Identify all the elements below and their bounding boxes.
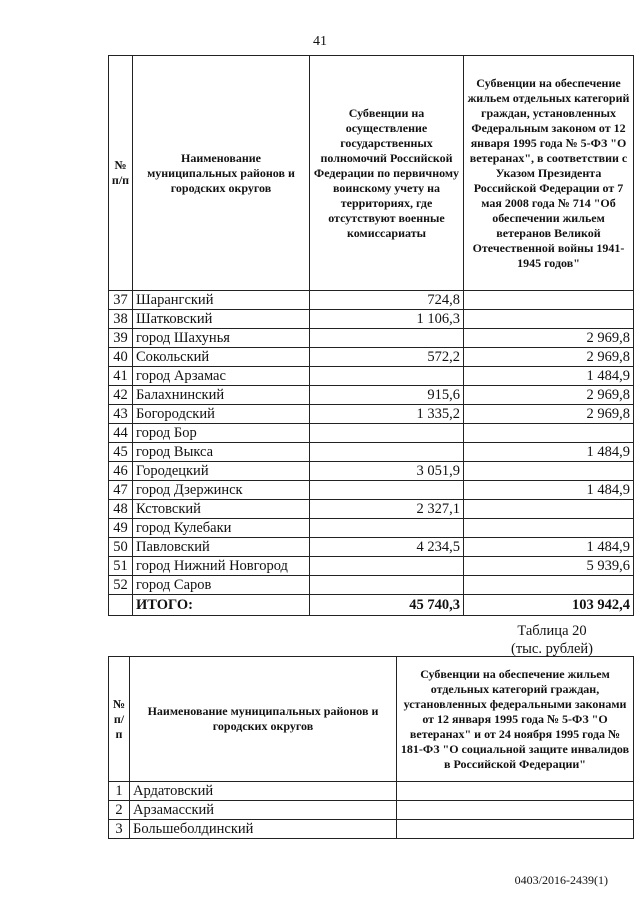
row-number: 41 bbox=[109, 367, 133, 386]
veterans-housing-value: 1 484,9 bbox=[464, 443, 634, 462]
military-registration-value: 1 106,3 bbox=[310, 310, 464, 329]
row-number: 48 bbox=[109, 500, 133, 519]
municipality-name: Городецкий bbox=[133, 462, 310, 481]
header-number: № п/п bbox=[109, 657, 130, 782]
table-row bbox=[109, 386, 634, 405]
table-row bbox=[109, 519, 634, 538]
municipality-name: Сокольский bbox=[133, 348, 310, 367]
table-row bbox=[109, 329, 634, 348]
subventions-table-continued bbox=[108, 55, 634, 616]
table-row bbox=[109, 424, 634, 443]
veterans-housing-value: 2 969,8 bbox=[464, 405, 634, 424]
veterans-housing-value bbox=[464, 291, 634, 310]
veterans-housing-value: 1 484,9 bbox=[464, 367, 634, 386]
row-number: 51 bbox=[109, 557, 133, 576]
table-row bbox=[109, 462, 634, 481]
military-registration-value bbox=[310, 481, 464, 500]
header-military-registration-subvention: Субвенции на осуществление государственных полномочий Российской Федерации по первичному воинскому учету на территориях, где отсутствуют военные комиссариаты bbox=[310, 56, 464, 291]
veterans-housing-value: 1 484,9 bbox=[464, 538, 634, 557]
municipality-name: город Саров bbox=[133, 576, 310, 595]
page-number: 41 bbox=[313, 34, 327, 49]
veterans-housing-value bbox=[464, 310, 634, 329]
table-row bbox=[109, 500, 634, 519]
military-registration-value bbox=[310, 424, 464, 443]
row-number: 50 bbox=[109, 538, 133, 557]
total-row bbox=[109, 595, 634, 616]
row-number: 40 bbox=[109, 348, 133, 367]
table-row bbox=[109, 576, 634, 595]
municipality-name: город Кулебаки bbox=[133, 519, 310, 538]
veterans-housing-value bbox=[464, 424, 634, 443]
municipality-name: Ардатовский bbox=[130, 782, 397, 801]
military-registration-value bbox=[310, 576, 464, 595]
table-units: (тыс. рублей) bbox=[511, 641, 593, 657]
municipality-name: город Бор bbox=[133, 424, 310, 443]
table-row bbox=[109, 367, 634, 386]
header-housing-subvention: Субвенции на обеспечение жильем отдельных категорий граждан, установленных федеральными законами от 12 января 1995 года № 5-ФЗ "О ветеранах" и от 24 ноября 1995 года № 181-ФЗ "О социальной защите инвалидов в Российской Федерации" bbox=[397, 657, 634, 782]
veterans-housing-value: 2 969,8 bbox=[464, 329, 634, 348]
table-row bbox=[109, 820, 634, 839]
municipality-name: Кстовский bbox=[133, 500, 310, 519]
municipality-name: Балахнинский bbox=[133, 386, 310, 405]
table-row bbox=[109, 405, 634, 424]
total-military-registration: 45 740,3 bbox=[310, 595, 464, 616]
housing-subvention-value bbox=[397, 801, 634, 820]
row-number: 44 bbox=[109, 424, 133, 443]
table-row bbox=[109, 801, 634, 820]
veterans-housing-value bbox=[464, 500, 634, 519]
header-number: № п/п bbox=[109, 56, 133, 291]
header-municipality-name: Наименование муниципальных районов и городских округов bbox=[130, 657, 397, 782]
military-registration-value bbox=[310, 443, 464, 462]
table-row bbox=[109, 557, 634, 576]
table-row bbox=[109, 481, 634, 500]
veterans-housing-value bbox=[464, 519, 634, 538]
military-registration-value: 2 327,1 bbox=[310, 500, 464, 519]
row-number: 38 bbox=[109, 310, 133, 329]
total-veterans-housing: 103 942,4 bbox=[464, 595, 634, 616]
veterans-housing-value: 2 969,8 bbox=[464, 348, 634, 367]
row-number: 43 bbox=[109, 405, 133, 424]
row-number: 47 bbox=[109, 481, 133, 500]
table-title: Таблица 20 bbox=[517, 623, 587, 639]
military-registration-value: 1 335,2 bbox=[310, 405, 464, 424]
municipality-name: город Дзержинск bbox=[133, 481, 310, 500]
row-number: 45 bbox=[109, 443, 133, 462]
military-registration-value bbox=[310, 557, 464, 576]
table-row bbox=[109, 291, 634, 310]
table-20-caption bbox=[492, 622, 612, 658]
military-registration-value bbox=[310, 367, 464, 386]
municipality-name: город Арзамас bbox=[133, 367, 310, 386]
total-label: ИТОГО: bbox=[133, 595, 310, 616]
military-registration-value: 572,2 bbox=[310, 348, 464, 367]
row-number: 49 bbox=[109, 519, 133, 538]
veterans-housing-value: 1 484,9 bbox=[464, 481, 634, 500]
housing-subvention-value bbox=[397, 820, 634, 839]
municipality-name: Шатковский bbox=[133, 310, 310, 329]
table-row bbox=[109, 310, 634, 329]
header-municipality-name: Наименование муниципальных районов и городских округов bbox=[133, 56, 310, 291]
row-number: 37 bbox=[109, 291, 133, 310]
table-row bbox=[109, 782, 634, 801]
municipality-name: Шарангский bbox=[133, 291, 310, 310]
military-registration-value bbox=[310, 329, 464, 348]
table-header-row bbox=[109, 56, 634, 291]
military-registration-value bbox=[310, 519, 464, 538]
housing-subvention-value bbox=[397, 782, 634, 801]
military-registration-value: 3 051,9 bbox=[310, 462, 464, 481]
municipality-name: Большеболдинский bbox=[130, 820, 397, 839]
row-number: 52 bbox=[109, 576, 133, 595]
municipality-name: Павловский bbox=[133, 538, 310, 557]
military-registration-value: 4 234,5 bbox=[310, 538, 464, 557]
military-registration-value: 724,8 bbox=[310, 291, 464, 310]
table-header-row bbox=[109, 657, 634, 782]
municipality-name: город Выкса bbox=[133, 443, 310, 462]
row-number: 2 bbox=[109, 801, 130, 820]
row-number: 1 bbox=[109, 782, 130, 801]
table-row bbox=[109, 538, 634, 557]
veterans-housing-value bbox=[464, 462, 634, 481]
municipality-name: город Нижний Новгород bbox=[133, 557, 310, 576]
row-number: 46 bbox=[109, 462, 133, 481]
military-registration-value: 915,6 bbox=[310, 386, 464, 405]
row-number: 3 bbox=[109, 820, 130, 839]
document-code: 0403/2016-2439(1) bbox=[514, 873, 608, 887]
table-20 bbox=[108, 656, 634, 839]
table-row bbox=[109, 443, 634, 462]
veterans-housing-value: 2 969,8 bbox=[464, 386, 634, 405]
municipality-name: Арзамасский bbox=[130, 801, 397, 820]
veterans-housing-value: 5 939,6 bbox=[464, 557, 634, 576]
row-number: 39 bbox=[109, 329, 133, 348]
veterans-housing-value bbox=[464, 576, 634, 595]
table-row bbox=[109, 348, 634, 367]
header-veterans-housing-subvention: Субвенции на обеспечение жильем отдельных категорий граждан, установленных Федеральным законом от 12 января 1995 года № 5-ФЗ "О ветеранах", в соответствии с Указом Президента Российской Федерации от 7 мая 2008 года № 714 "Об обеспечении жильем ветеранов Великой Отечественной войны 1941-1945 годов" bbox=[464, 56, 634, 291]
row-number: 42 bbox=[109, 386, 133, 405]
municipality-name: Богородский bbox=[133, 405, 310, 424]
municipality-name: город Шахунья bbox=[133, 329, 310, 348]
